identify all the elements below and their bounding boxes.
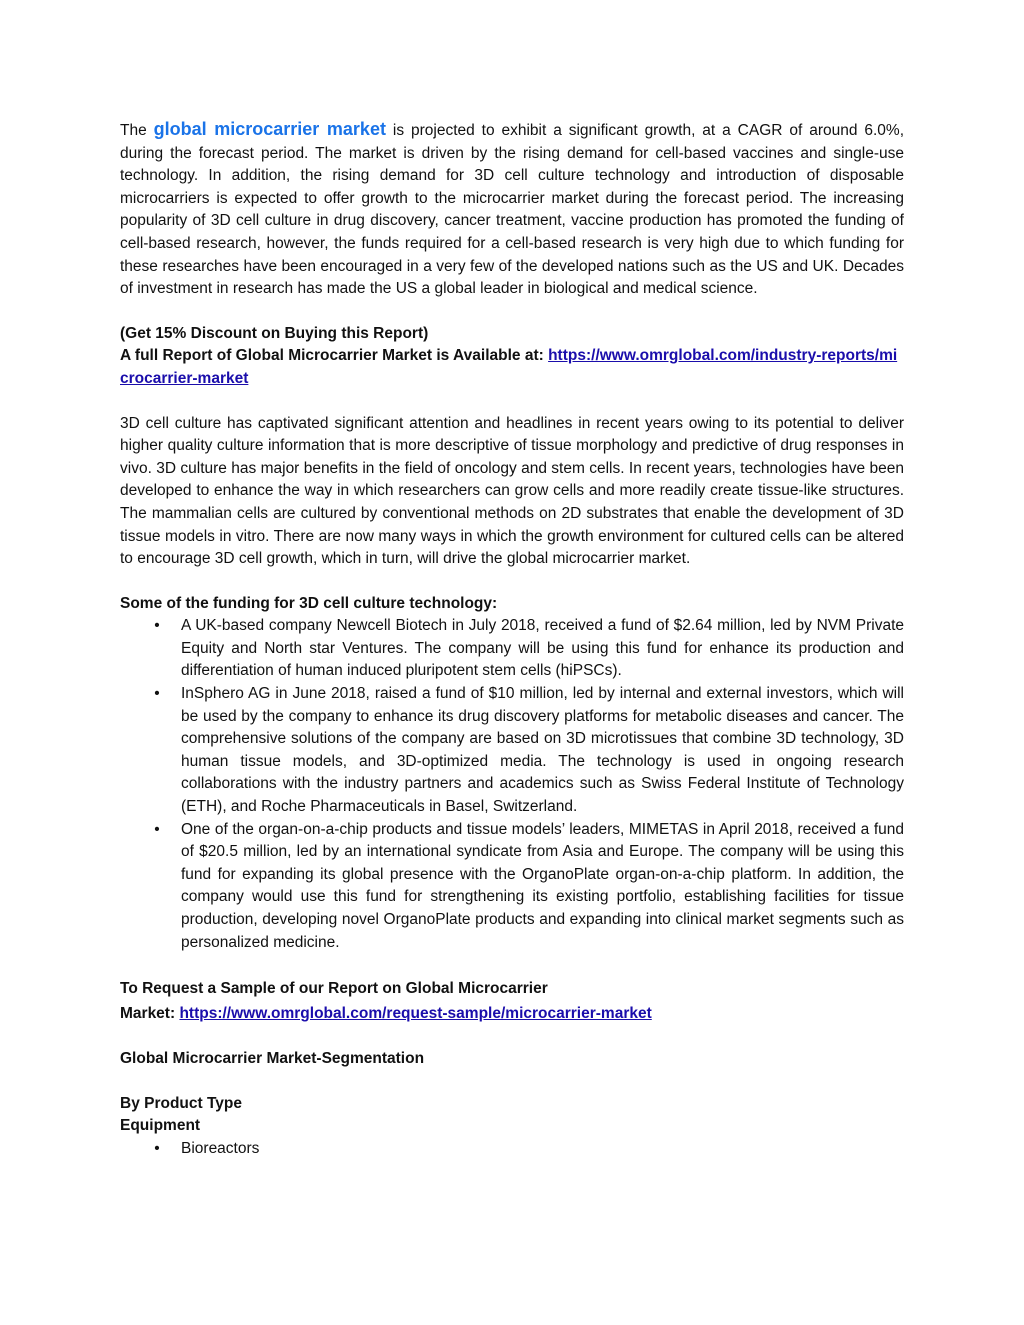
sample-request-block [120, 976, 904, 1026]
intro-paragraph [120, 118, 904, 301]
global-microcarrier-market-link[interactable]: global microcarrier market [153, 119, 386, 139]
funding-item-text: InSphero AG in June 2018, raised a fund of $10 million, led by internal and external investors, which will be used by the company to enhance its drug discovery platforms for metabolic diseases and cancer. The comprehensive solutions of the company are based on 3D microtissues that combine 3D technology, 3D human tissue models, and 3D-optimized media. The technology is used in ongoing research collaborations with the industry partners and academics such as Swiss Federal Institute of Technology (ETH), and Roche Pharmaceuticals in Basel, Switzerland. [181, 685, 904, 816]
list-item [120, 615, 904, 683]
segmentation-heading: Global Microcarrier Market-Segmentation [120, 1050, 425, 1068]
funding-list [120, 615, 904, 954]
equipment-item-text: Bioreactors [181, 1139, 260, 1157]
list-item [120, 683, 904, 819]
full-report-link[interactable]: https://www.omrglobal.com/industry-reports/microcarrier-market [120, 347, 898, 387]
equipment-heading: Equipment [120, 1117, 201, 1135]
bullet-icon: • [154, 820, 160, 838]
equipment-list [120, 1138, 904, 1161]
promo-block [120, 323, 904, 391]
bullet-icon: • [154, 617, 160, 635]
document-page [120, 118, 904, 1161]
list-item [120, 819, 904, 955]
bullet-icon: • [154, 1139, 160, 1157]
funding-heading: Some of the funding for 3D cell culture technology: [120, 594, 498, 612]
request-sample-link[interactable]: https://www.omrglobal.com/request-sample/microcarrier-market [179, 1005, 652, 1023]
by-product-type-heading: By Product Type [120, 1094, 243, 1112]
sample-label-line1: To Request a Sample of our Report on Global Microcarrier [120, 980, 548, 998]
sample-label-line2: Market: [120, 1005, 176, 1023]
funding-item-text: One of the organ-on-a-chip products and tissue models’ leaders, MIMETAS in April 2018, received a fund of $20.5 million, led by an international syndicate from Asia and Europe. The company will be using this fund for expanding its global presence with the OrganoPlate organ-on-a-chip platform. In addition, the company would use this fund for strengthening its existing portfolio, establishing facilities for tissue production, developing novel OrganoPlate products and expanding into clinical market segments such as personalized medicine. [181, 820, 904, 951]
funding-item-text: A UK-based company Newcell Biotech in July 2018, received a fund of $2.64 million, led by NVM Private Equity and North star Ventures. The company will be using this fund for enhance its production and differentiation of human induced pluripotent stem cells (hiPSCs). [181, 617, 904, 680]
culture-paragraph: 3D cell culture has captivated significant attention and headlines in recent years owing to its potential to deliver higher quality culture information that is more descriptive of tissue morphology and predictive of drug responses in vivo. 3D culture has major benefits in the field of oncology and stem cells. In recent years, technologies have been developed to enhance the way in which researchers can grow cells and more readily create tissue-like structures. The mammalian cells are cultured by conventional methods on 2D substrates that enable the development of 3D tissue models in vitro. There are now many ways in which the growth environment for cultured cells can be altered to encourage 3D cell growth, which in turn, will drive the global microcarrier market. [120, 414, 904, 568]
full-report-label: A full Report of Global Microcarrier Market is Available at: [120, 347, 544, 365]
intro-body: is projected to exhibit a significant growth, at a CAGR of around 6.0%, during the forecast period. The market is driven by the rising demand for cell-based vaccines and single-use technology. In addition, the rising demand for 3D cell culture technology and introduction of disposable microcarriers is expected to offer growth to the microcarrier market during the forecast period. The increasing popularity of 3D cell culture in drug discovery, cancer treatment, vaccine production has promoted the funding of cell-based research, however, the funds required for a cell-based research is very high due to which funding for these researches have been encouraged in a very few of the developed nations such as the US and UK. Decades of investment in research has made the US a global leader in biological and medical science. [120, 122, 904, 298]
discount-text: (Get 15% Discount on Buying this Report) [120, 324, 429, 342]
bullet-icon: • [154, 685, 160, 703]
intro-lead: The [120, 122, 147, 139]
list-item [120, 1138, 904, 1161]
